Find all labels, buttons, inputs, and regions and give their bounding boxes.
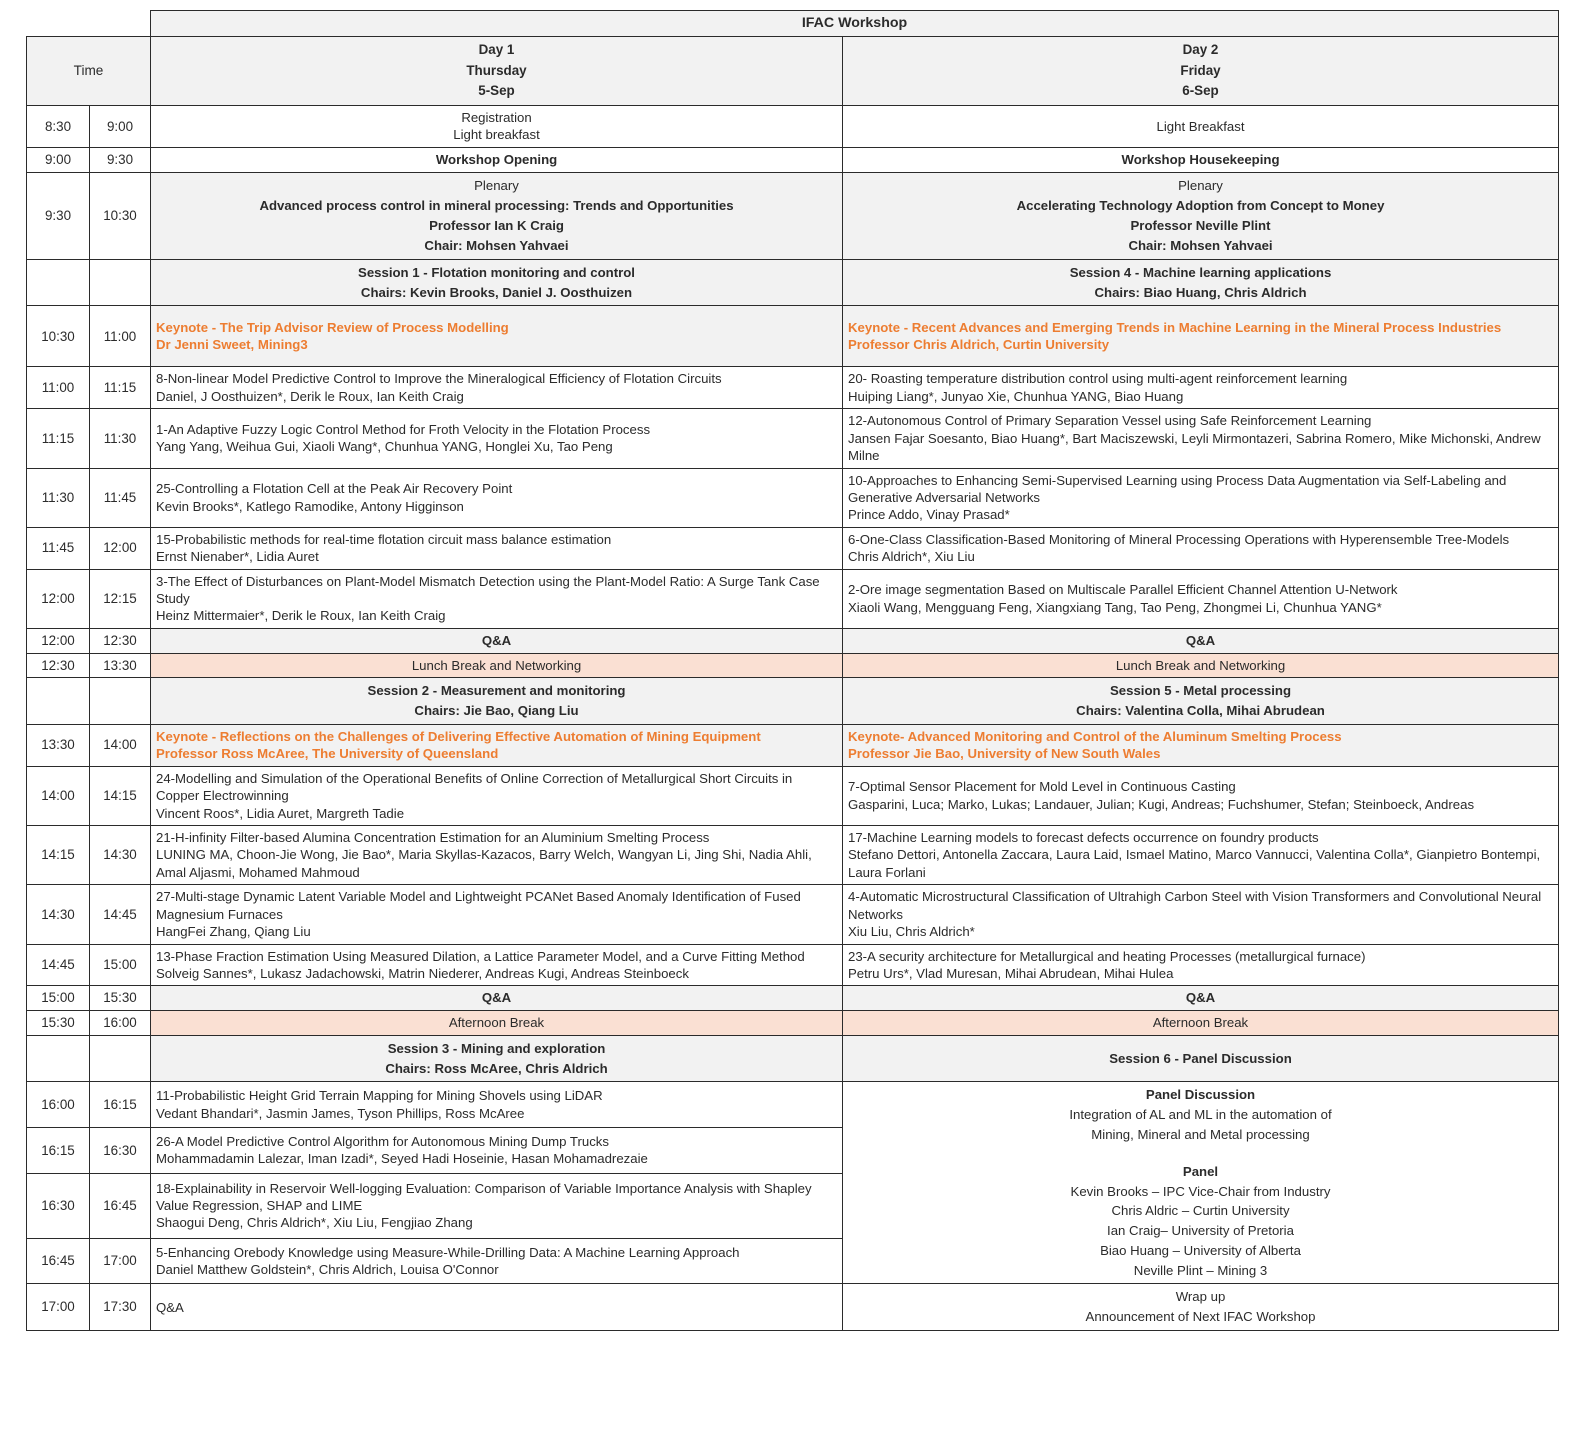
day2-panel-discussion <box>843 1082 1559 1284</box>
workshop-housekeeping: Workshop Housekeeping <box>843 147 1559 172</box>
day1-keynote-2 <box>151 724 843 766</box>
paper-authors: Kevin Brooks*, Katlego Ramodike, Antony Higginson <box>156 498 464 514</box>
paper-title: 11-Probabilistic Height Grid Terrain Mapping for Mining Shovels using LiDAR <box>156 1088 603 1104</box>
plenary-speaker: Professor Ian K Craig <box>429 217 564 233</box>
table-row-paper <box>27 825 1559 884</box>
day1-paper <box>151 825 843 884</box>
paper-authors: LUNING MA, Choon-Jie Wong, Jie Bao*, Maria Skyllas-Kazacos, Barry Welch, Wangyan Li, Jing Shi, Nadia Ahli, Amal Aljasmi, Mohamed Mahmoud <box>156 847 812 880</box>
time-end: 16:00 <box>90 1011 151 1036</box>
time-end: 14:30 <box>90 825 151 884</box>
paper-title: 24-Modelling and Simulation of the Operational Benefits of Online Correction of Metallurgical Short Circuits in Copper Electrowinning <box>156 770 793 804</box>
time-end: 14:45 <box>90 885 151 944</box>
workshop-opening: Workshop Opening <box>151 147 843 172</box>
day2-label: Day 2 <box>1182 41 1219 57</box>
session-chairs: Chairs: Ross McAree, Chris Aldrich <box>385 1060 608 1076</box>
time-start: 8:30 <box>27 106 90 148</box>
paper-authors: Chris Aldrich*, Xiu Liu <box>848 549 975 565</box>
panel-discussion-heading: Panel Discussion <box>1145 1087 1256 1103</box>
paper-title: 12-Autonomous Control of Primary Separation Vessel using Safe Reinforcement Learning <box>848 413 1372 429</box>
table-row-qa <box>27 628 1559 653</box>
time-start: 16:30 <box>27 1173 90 1238</box>
light-breakfast-label: Light breakfast <box>453 127 540 143</box>
wrapup-label: Wrap up <box>1175 1289 1226 1305</box>
day1-paper <box>151 468 843 527</box>
paper-title: 13-Phase Fraction Estimation Using Measured Dilation, a Lattice Parameter Model, and a Curve Fitting Method <box>156 948 805 964</box>
empty-corner-left <box>27 11 90 37</box>
session-title: Session 3 - Mining and exploration <box>387 1040 606 1056</box>
panel-topic-line1: Integration of AL and ML in the automation of <box>1069 1107 1332 1123</box>
time-end: 15:30 <box>90 986 151 1011</box>
time-start: 14:00 <box>27 766 90 825</box>
keynote-speaker: Professor Ross McAree, The University of Queensland <box>156 746 499 762</box>
paper-title: 1-An Adaptive Fuzzy Logic Control Method for Froth Velocity in the Flotation Process <box>156 421 651 437</box>
table-row <box>27 147 1559 172</box>
panel-member: Chris Aldric – Curtin University <box>1111 1203 1290 1219</box>
paper-title: 25-Controlling a Flotation Cell at the Peak Air Recovery Point <box>156 481 513 497</box>
time-start: 15:30 <box>27 1011 90 1036</box>
plenary-kind: Plenary <box>474 177 519 193</box>
table-row-final <box>27 1284 1559 1331</box>
time-end: 11:15 <box>90 367 151 409</box>
day2-paper <box>843 766 1559 825</box>
table-row-qa <box>27 986 1559 1011</box>
time-start: 12:00 <box>27 628 90 653</box>
keynote-title: Keynote - Reflections on the Challenges of Delivering Effective Automation of Mining Equipment <box>156 728 761 744</box>
paper-authors: Solveig Sannes*, Lukasz Jadachowski, Matrin Niederer, Andreas Kugi, Andreas Steinboeck <box>156 965 689 981</box>
keynote-title: Keynote - The Trip Advisor Review of Process Modelling <box>156 319 509 335</box>
time-start: 11:45 <box>27 527 90 569</box>
time-end: 16:30 <box>90 1128 151 1174</box>
day1-paper <box>151 527 843 569</box>
panel-members-heading: Panel <box>1182 1163 1219 1179</box>
day1-qa: Q&A <box>151 986 843 1011</box>
time-end: 17:00 <box>90 1238 151 1284</box>
paper-authors: Jansen Fajar Soesanto, Biao Huang*, Bart Maciszewski, Leyli Mirmontazeri, Sabrina Romero, Mike Michonski, Andrew Milne <box>848 430 1541 464</box>
day1-final-qa: Q&A <box>151 1284 843 1331</box>
table-row-paper <box>27 409 1559 468</box>
table-row-paper <box>27 569 1559 628</box>
keynote-title: Keynote - Recent Advances and Emerging Trends in Machine Learning in the Mineral Process Industries <box>848 319 1502 335</box>
day2-header <box>843 36 1559 105</box>
session-title: Session 5 - Metal processing <box>1109 683 1292 699</box>
day2-breakfast <box>843 106 1559 148</box>
panel-topic-line2: Mining, Mineral and Metal processing <box>1091 1126 1310 1142</box>
time-start: 11:15 <box>27 409 90 468</box>
session-title: Session 6 - Panel Discussion <box>1109 1050 1292 1066</box>
day2-paper <box>843 409 1559 468</box>
paper-title: 3-The Effect of Disturbances on Plant-Model Mismatch Detection using the Plant-Model Ratio: A Surge Tank Case Study <box>156 573 820 607</box>
paper-authors: Daniel Matthew Goldstein*, Chris Aldrich, Louisa O'Connor <box>156 1262 499 1278</box>
day2-paper <box>843 944 1559 986</box>
plenary-chair: Chair: Mohsen Yahvaei <box>424 237 569 253</box>
time-end: 11:45 <box>90 468 151 527</box>
session-chairs: Chairs: Valentina Colla, Mihai Abrudean <box>1076 703 1325 719</box>
time-start: 9:00 <box>27 147 90 172</box>
day2-afternoon-break: Afternoon Break <box>843 1011 1559 1036</box>
day2-keynote-2 <box>843 724 1559 766</box>
plenary-speaker: Professor Neville Plint <box>1130 217 1271 233</box>
paper-title: 6-One-Class Classification-Based Monitoring of Mineral Processing Operations with Hyperensemble Tree-Models <box>848 531 1510 547</box>
panel-spacer <box>848 1145 1553 1162</box>
time-start-empty <box>27 1035 90 1082</box>
time-end: 16:45 <box>90 1173 151 1238</box>
plenary-chair: Chair: Mohsen Yahvaei <box>1128 237 1273 253</box>
time-end: 11:00 <box>90 306 151 367</box>
table-row-paper <box>27 944 1559 986</box>
time-start: 12:00 <box>27 569 90 628</box>
workshop-title: IFAC Workshop <box>151 11 1559 37</box>
time-start: 13:30 <box>27 724 90 766</box>
table-row-paper <box>27 766 1559 825</box>
session-1-header <box>151 259 843 306</box>
empty-corner-right <box>90 11 151 37</box>
day2-lunch-break: Lunch Break and Networking <box>843 653 1559 678</box>
time-start: 16:00 <box>27 1082 90 1128</box>
paper-title: 4-Automatic Microstructural Classification of Ultrahigh Carbon Steel with Vision Transformers and Convolutional Neural Networks <box>848 889 1542 922</box>
day1-keynote-1 <box>151 306 843 367</box>
paper-authors: Stefano Dettori, Antonella Zaccara, Laura Laid, Ismael Matino, Marco Vannucci, Valentina Colla*, Gianpietro Bontempi, Laura Forlani <box>848 847 1541 880</box>
paper-title: 27-Multi-stage Dynamic Latent Variable Model and Lightweight PCANet Based Anomaly Identification of Fused Magnesium Furnaces <box>156 889 801 922</box>
paper-authors: Ernst Nienaber*, Lidia Auret <box>156 549 319 565</box>
paper-authors: Mohammadamin Lalezar, Iman Izadi*, Seyed Hadi Hoseinie, Hasan Mohamadrezaie <box>156 1151 648 1167</box>
schedule-sheet <box>0 10 1584 1450</box>
table-row-paper <box>27 367 1559 409</box>
time-start-empty <box>27 259 90 306</box>
table-row-paper <box>27 527 1559 569</box>
paper-authors: Petru Urs*, Vlad Muresan, Mihai Abrudean, Mihai Hulea <box>848 965 1174 981</box>
table-row-keynote <box>27 724 1559 766</box>
day1-paper <box>151 1128 843 1174</box>
day1-paper <box>151 409 843 468</box>
table-row-paper <box>27 1082 1559 1128</box>
keynote-speaker: Dr Jenni Sweet, Mining3 <box>156 337 308 353</box>
day1-paper <box>151 569 843 628</box>
day2-paper <box>843 367 1559 409</box>
paper-authors: Huiping Liang*, Junyao Xie, Chunhua YANG, Biao Huang <box>848 388 1184 404</box>
time-end: 16:15 <box>90 1082 151 1128</box>
time-end-empty <box>90 1035 151 1082</box>
paper-authors: Prince Addo, Vinay Prasad* <box>848 507 1010 523</box>
time-start: 11:30 <box>27 468 90 527</box>
paper-title: 26-A Model Predictive Control Algorithm for Autonomous Mining Dump Trucks <box>156 1134 609 1150</box>
table-row <box>27 172 1559 259</box>
day1-date: 5-Sep <box>478 83 515 99</box>
day1-paper <box>151 367 843 409</box>
keynote-speaker: Professor Chris Aldrich, Curtin University <box>848 337 1110 353</box>
day1-plenary <box>151 172 843 259</box>
day1-afternoon-break: Afternoon Break <box>151 1011 843 1036</box>
paper-authors: Xiaoli Wang, Mengguang Feng, Xiangxiang Tang, Tao Peng, Zhongmei Li, Chunhua YANG* <box>848 599 1382 615</box>
day1-weekday: Thursday <box>466 62 527 78</box>
panel-member: Ian Craig– University of Pretoria <box>1107 1223 1294 1239</box>
paper-title: 15-Probabilistic methods for real-time flotation circuit mass balance estimation <box>156 531 612 547</box>
paper-authors: Yang Yang, Weihua Gui, Xiaoli Wang*, Chunhua YANG, Honglei Xu, Tao Peng <box>156 439 613 455</box>
session-chairs: Chairs: Biao Huang, Chris Aldrich <box>1094 284 1307 300</box>
day1-label: Day 1 <box>478 41 515 57</box>
time-end: 15:00 <box>90 944 151 986</box>
session-chairs: Chairs: Kevin Brooks, Daniel J. Oosthuizen <box>360 284 633 300</box>
session-6-header <box>843 1035 1559 1082</box>
day1-qa: Q&A <box>151 628 843 653</box>
plenary-kind: Plenary <box>1178 177 1223 193</box>
paper-title: 18-Explainability in Reservoir Well-logging Evaluation: Comparison of Variable Importance Analysis with Shapley Value Regression, SHAP and LIME <box>156 1180 812 1214</box>
time-start: 16:45 <box>27 1238 90 1284</box>
table-row-session-header <box>27 678 1559 725</box>
time-end: 14:00 <box>90 724 151 766</box>
time-end: 14:15 <box>90 766 151 825</box>
time-start-empty <box>27 678 90 725</box>
paper-authors: Gasparini, Luca; Marko, Lukas; Landauer, Julian; Kugi, Andreas; Fuchshumer, Stefan; Steinboeck, Andreas <box>848 796 1475 812</box>
day2-paper <box>843 569 1559 628</box>
session-3-header <box>151 1035 843 1082</box>
next-workshop-announcement: Announcement of Next IFAC Workshop <box>1085 1309 1316 1325</box>
time-end-empty <box>90 259 151 306</box>
time-start: 17:00 <box>27 1284 90 1331</box>
keynote-title: Keynote- Advanced Monitoring and Control of the Aluminum Smelting Process <box>848 728 1342 744</box>
paper-title: 10-Approaches to Enhancing Semi-Supervised Learning using Process Data Augmentation via Self-Labeling and Generative Adversarial Networks <box>848 472 1507 505</box>
panel-member: Kevin Brooks – IPC Vice-Chair from Industry <box>1070 1183 1331 1199</box>
day1-paper <box>151 1238 843 1284</box>
day2-paper <box>843 527 1559 569</box>
paper-title: 20- Roasting temperature distribution control using multi-agent reinforcement learning <box>848 371 1348 387</box>
paper-authors: HangFei Zhang, Qiang Liu <box>156 924 311 940</box>
time-start: 9:30 <box>27 172 90 259</box>
time-end: 9:30 <box>90 147 151 172</box>
table-row-break <box>27 653 1559 678</box>
plenary-title: Accelerating Technology Adoption from Concept to Money <box>1016 197 1385 213</box>
table-row-paper <box>27 885 1559 944</box>
time-end: 12:30 <box>90 628 151 653</box>
day2-weekday: Friday <box>1180 62 1221 78</box>
paper-authors: Vedant Bhandari*, Jasmin James, Tyson Phillips, Ross McAree <box>156 1105 525 1121</box>
table-row-paper <box>27 468 1559 527</box>
time-start: 10:30 <box>27 306 90 367</box>
panel-member: Biao Huang – University of Alberta <box>1100 1242 1301 1258</box>
paper-title: 8-Non-linear Model Predictive Control to Improve the Mineralogical Efficiency of Flotation Circuits <box>156 371 722 387</box>
session-5-header <box>843 678 1559 725</box>
day1-paper <box>151 1082 843 1128</box>
paper-authors: Xiu Liu, Chris Aldrich* <box>848 924 975 940</box>
day1-paper <box>151 885 843 944</box>
day2-qa: Q&A <box>843 986 1559 1011</box>
day1-paper <box>151 766 843 825</box>
paper-title: 7-Optimal Sensor Placement for Mold Level in Continuous Casting <box>848 779 1236 795</box>
paper-title: 23-A security architecture for Metallurgical and heating Processes (metallurgical furnace) <box>848 948 1366 964</box>
day1-paper <box>151 944 843 986</box>
panel-member: Neville Plint – Mining 3 <box>1133 1262 1268 1278</box>
time-start: 14:15 <box>27 825 90 884</box>
paper-title: 5-Enhancing Orebody Knowledge using Measure-While-Drilling Data: A Machine Learning Approach <box>156 1244 740 1260</box>
time-end: 13:30 <box>90 653 151 678</box>
session-title: Session 4 - Machine learning applications <box>1069 264 1332 280</box>
paper-title: 2-Ore image segmentation Based on Multiscale Parallel Efficient Channel Attention U-Network <box>848 582 1398 598</box>
table-row-day-header <box>27 36 1559 105</box>
time-start: 16:15 <box>27 1128 90 1174</box>
time-end: 12:00 <box>90 527 151 569</box>
time-start: 12:30 <box>27 653 90 678</box>
day2-paper <box>843 825 1559 884</box>
light-breakfast-label-day2: Light Breakfast <box>1156 118 1245 134</box>
paper-authors: Vincent Roos*, Lidia Auret, Margreth Tadie <box>156 805 405 821</box>
time-start: 14:45 <box>27 944 90 986</box>
time-end: 9:00 <box>90 106 151 148</box>
day1-paper <box>151 1173 843 1238</box>
paper-authors: Shaogui Deng, Chris Aldrich*, Xiu Liu, Fengjiao Zhang <box>156 1215 473 1231</box>
day2-paper <box>843 468 1559 527</box>
day2-keynote-1 <box>843 306 1559 367</box>
session-title: Session 1 - Flotation monitoring and control <box>358 264 635 280</box>
time-end: 11:30 <box>90 409 151 468</box>
paper-authors: Daniel, J Oosthuizen*, Derik le Roux, Ian Keith Craig <box>156 388 464 404</box>
time-column-header: Time <box>27 36 151 105</box>
keynote-speaker: Professor Jie Bao, University of New South Wales <box>848 746 1161 762</box>
session-4-header <box>843 259 1559 306</box>
table-row-session-header <box>27 1035 1559 1082</box>
time-end-empty <box>90 678 151 725</box>
paper-title: 21-H-infinity Filter-based Alumina Concentration Estimation for an Aluminium Smelting Process <box>156 829 710 845</box>
day2-paper <box>843 885 1559 944</box>
time-start: 14:30 <box>27 885 90 944</box>
table-row <box>27 106 1559 148</box>
day1-header <box>151 36 843 105</box>
session-title: Session 2 - Measurement and monitoring <box>367 683 626 699</box>
time-end: 12:15 <box>90 569 151 628</box>
time-start: 11:00 <box>27 367 90 409</box>
day2-date: 6-Sep <box>1182 83 1219 99</box>
session-chairs: Chairs: Jie Bao, Qiang Liu <box>414 703 579 719</box>
session-2-header <box>151 678 843 725</box>
table-row-keynote <box>27 306 1559 367</box>
table-row-title <box>27 11 1559 37</box>
day1-registration <box>151 106 843 148</box>
day2-wrapup <box>843 1284 1559 1331</box>
workshop-schedule-table <box>26 10 1559 1331</box>
time-end: 17:30 <box>90 1284 151 1331</box>
plenary-title: Advanced process control in mineral processing: Trends and Opportunities <box>259 197 734 213</box>
day1-lunch-break: Lunch Break and Networking <box>151 653 843 678</box>
day2-plenary <box>843 172 1559 259</box>
day2-qa: Q&A <box>843 628 1559 653</box>
table-row-break <box>27 1011 1559 1036</box>
registration-label: Registration <box>461 110 532 126</box>
time-end: 10:30 <box>90 172 151 259</box>
time-start: 15:00 <box>27 986 90 1011</box>
table-row-session-header <box>27 259 1559 306</box>
paper-title: 17-Machine Learning models to forecast defects occurrence on foundry products <box>848 829 1319 845</box>
paper-authors: Heinz Mittermaier*, Derik le Roux, Ian Keith Craig <box>156 608 446 624</box>
